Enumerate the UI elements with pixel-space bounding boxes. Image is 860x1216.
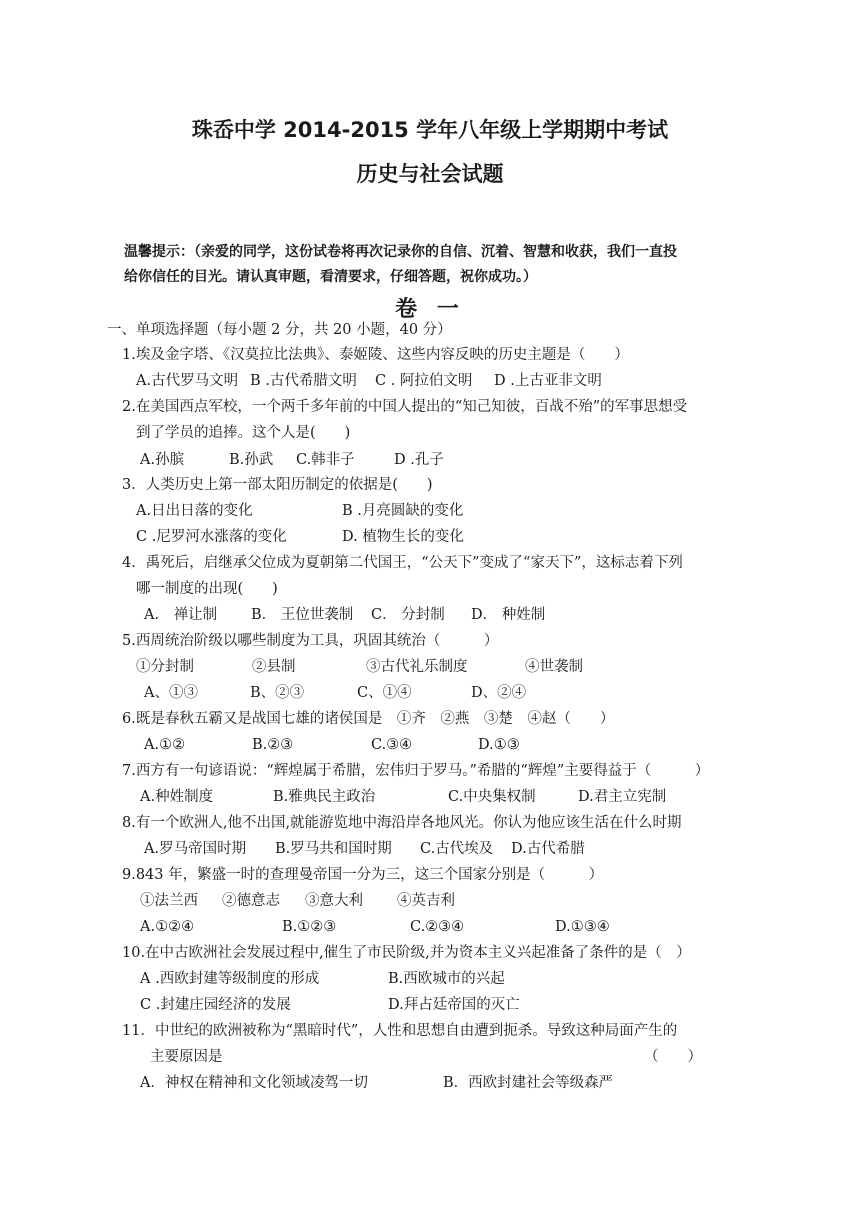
question-stem: 8.有一个欧洲人,他不出国,就能游览地中海沿岸各地风光。你认为他应该生活在什么时期 xyxy=(122,815,682,831)
option-d: D、②④ xyxy=(471,685,527,701)
option-b: B.①②③ xyxy=(282,919,337,935)
option-c: C .封建庄园经济的发展 xyxy=(140,997,291,1013)
option-b: B .古代希腊文明 xyxy=(250,373,357,389)
option-a: A.古代罗马文明 xyxy=(136,373,239,389)
statement-3: ③古代礼乐制度 xyxy=(366,659,468,675)
option-c: C.③④ xyxy=(371,737,413,753)
option-b: B.西欧城市的兴起 xyxy=(388,971,505,987)
option-b: B.罗马共和国时期 xyxy=(275,841,392,857)
option-a: A． 禅让制 xyxy=(144,607,218,623)
statement-4: ④英吉利 xyxy=(397,893,455,909)
question-stem: 9.843 年，繁盛一时的查理曼帝国一分为三，这三个国家分别是（ ） xyxy=(122,867,604,883)
tip-line-2: 给你信任的目光。请认真审题，看清要求，仔细答题，祝你成功。） xyxy=(124,269,537,285)
question-stem: 11．中世纪的欧洲被称为“黑暗时代”，人性和思想自由遭到扼杀。导致这种局面产生的 xyxy=(122,1023,678,1039)
question-stem-cont: 哪一制度的出现( ) xyxy=(136,581,278,597)
option-a: A.①②④ xyxy=(140,919,195,935)
option-a: A.孙膑 xyxy=(140,452,185,468)
option-d: D. 植物生长的变化 xyxy=(342,529,464,545)
option-c: C.中央集权制 xyxy=(448,789,536,805)
question-stem: 7.西方有一句谚语说：“辉煌属于希腊，宏伟归于罗马。”希腊的“辉煌”主要得益于（ ） xyxy=(122,763,710,779)
option-d: D.君主立宪制 xyxy=(578,789,667,805)
question-stem-cont: 主要原因是 xyxy=(150,1049,223,1065)
option-b: B、②③ xyxy=(250,685,305,701)
question-stem: 6.既是春秋五霸又是战国七雄的诸侯国是 ①齐 ②燕 ③楚 ④赵（ ） xyxy=(122,711,615,727)
option-d: D.拜占廷帝国的灭亡 xyxy=(388,997,520,1013)
volume-heading: 卷 一 xyxy=(395,296,465,322)
statement-4: ④世袭制 xyxy=(525,659,583,675)
exam-subtitle: 历史与社会试题 xyxy=(356,162,504,186)
option-d: D.①③④ xyxy=(555,919,610,935)
option-c: C． 分封制 xyxy=(371,607,445,623)
option-a: A.种姓制度 xyxy=(140,789,214,805)
option-b: B.②③ xyxy=(252,737,294,753)
option-c: C、①④ xyxy=(357,685,412,701)
question-stem: 3．人类历史上第一部太阳历制定的依据是( ) xyxy=(122,477,433,493)
option-b: B．西欧封建社会等级森严 xyxy=(443,1075,614,1091)
option-a: A.①② xyxy=(144,737,186,753)
statement-1: ①法兰西 xyxy=(140,893,198,909)
option-a: A.日出日落的变化 xyxy=(136,503,253,519)
option-b: B.孙武 xyxy=(229,452,274,468)
option-c: C . 阿拉伯文明 xyxy=(375,373,473,389)
question-stem: 2.在美国西点军校，一个两千多年前的中国人提出的“知己知彼，百战不殆”的军事思想受 xyxy=(122,399,688,415)
option-c: C.②③④ xyxy=(410,919,465,935)
statement-3: ③意大利 xyxy=(305,893,363,909)
exam-title: 珠岙中学 2014-2015 学年八年级上学期期中考试 xyxy=(191,118,669,142)
statement-1: ①分封制 xyxy=(136,659,194,675)
option-c: C .尼罗河水涨落的变化 xyxy=(136,529,287,545)
option-c: C.韩非子 xyxy=(296,452,355,468)
question-stem: 1.埃及金字塔、《汉莫拉比法典》、泰姬陵、这些内容反映的历史主题是（ ） xyxy=(122,347,629,363)
option-d: D.①③ xyxy=(478,737,520,753)
option-c: C.古代埃及 xyxy=(420,841,494,857)
statement-2: ②德意志 xyxy=(222,893,280,909)
option-b: B.雅典民主政治 xyxy=(273,789,376,805)
option-d: D .孔子 xyxy=(394,452,444,468)
option-b: B． 王位世袭制 xyxy=(251,607,354,623)
question-stem: 5.西周统治阶级以哪些制度为工具，巩固其统治（ ） xyxy=(122,633,499,649)
option-d: D .上古亚非文明 xyxy=(494,373,602,389)
statement-2: ②县制 xyxy=(252,659,296,675)
option-a: A .西欧封建等级制度的形成 xyxy=(140,971,320,987)
option-b: B .月亮圆缺的变化 xyxy=(342,503,464,519)
option-a: A.罗马帝国时期 xyxy=(144,841,247,857)
question-stem-cont: 到了学员的追捧。这个人是( ) xyxy=(136,425,351,441)
option-a: A．神权在精神和文化领域凌驾一切 xyxy=(140,1075,368,1091)
option-d: D． 种姓制 xyxy=(471,607,546,623)
question-stem: 4．禹死后，启继承父位成为夏朝第二代国王，“公天下”变成了“家天下”，这标志着下列 xyxy=(122,555,683,571)
question-stem: 10.在中古欧洲社会发展过程中,催生了市民阶级,并为资本主义兴起准备了条件的是（ ） xyxy=(122,945,691,961)
option-d: D.古代希腊 xyxy=(511,841,585,857)
tip-line-1: 温馨提示：（亲爱的同学，这份试卷将再次记录你的自信、沉着、智慧和收获，我们一直投 xyxy=(124,244,677,260)
option-a: A、①③ xyxy=(144,685,198,701)
answer-paren: （ ） xyxy=(644,1049,702,1065)
section-heading: 一、单项选择题（每小题 2 分，共 20 小题，40 分） xyxy=(107,322,452,338)
